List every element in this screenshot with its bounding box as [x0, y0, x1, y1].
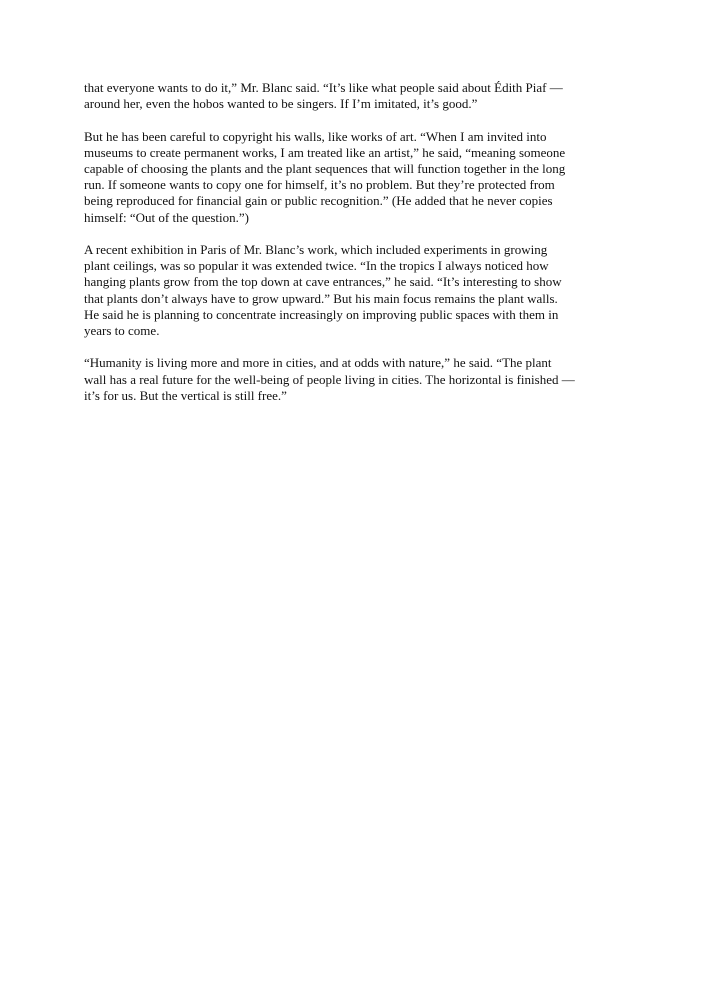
text-line: A recent exhibition in Paris of Mr. Blanc’s work, which included experiments in growing	[84, 242, 548, 257]
text-line: He said he is planning to concentrate increasingly on improving public spaces with them in	[84, 306, 559, 322]
text-line: it’s for us. But the vertical is still free.”	[84, 387, 287, 403]
paragraph-1	[84, 80, 632, 112]
article-body	[84, 80, 632, 420]
text-line: But he has been careful to copyright his walls, like works of art. “When I am invited into	[84, 128, 547, 144]
paragraph-3	[84, 242, 632, 339]
paragraph-2	[84, 129, 632, 226]
text-line: museums to create permanent works, I am treated like an artist,” he said, “meaning someone	[84, 144, 566, 160]
text-line: hanging plants grow from the top down at cave entrances,” he said. “It’s interesting to show	[84, 274, 562, 290]
text-line: that plants don’t always have to grow upward.” But his main focus remains the plant walls.	[84, 290, 558, 306]
text-line: capable of choosing the plants and the plant sequences that will function together in the long	[84, 161, 566, 176]
paragraph-4	[84, 355, 632, 404]
text-line: plant ceilings, was so popular it was extended twice. “In the tropics I always noticed how	[84, 258, 549, 274]
text-line: around her, even the hobos wanted to be singers. If I’m imitated, it’s good.”	[84, 96, 478, 112]
text-line: years to come.	[84, 323, 160, 339]
text-line: “Humanity is living more and more in cities, and at odds with nature,” he said. “The plant	[84, 355, 552, 371]
text-line: run. If someone wants to copy one for himself, it’s no problem. But they’re protected from	[84, 177, 555, 193]
text-line: wall has a real future for the well-being of people living in cities. The horizontal is finished —	[84, 371, 575, 387]
text-line: himself: “Out of the question.”)	[84, 209, 249, 225]
text-line: being reproduced for financial gain or public recognition.” (He added that he never copies	[84, 193, 553, 209]
text-line: that everyone wants to do it,” Mr. Blanc said. “It’s like what people said about Édith Piaf —	[84, 80, 563, 95]
